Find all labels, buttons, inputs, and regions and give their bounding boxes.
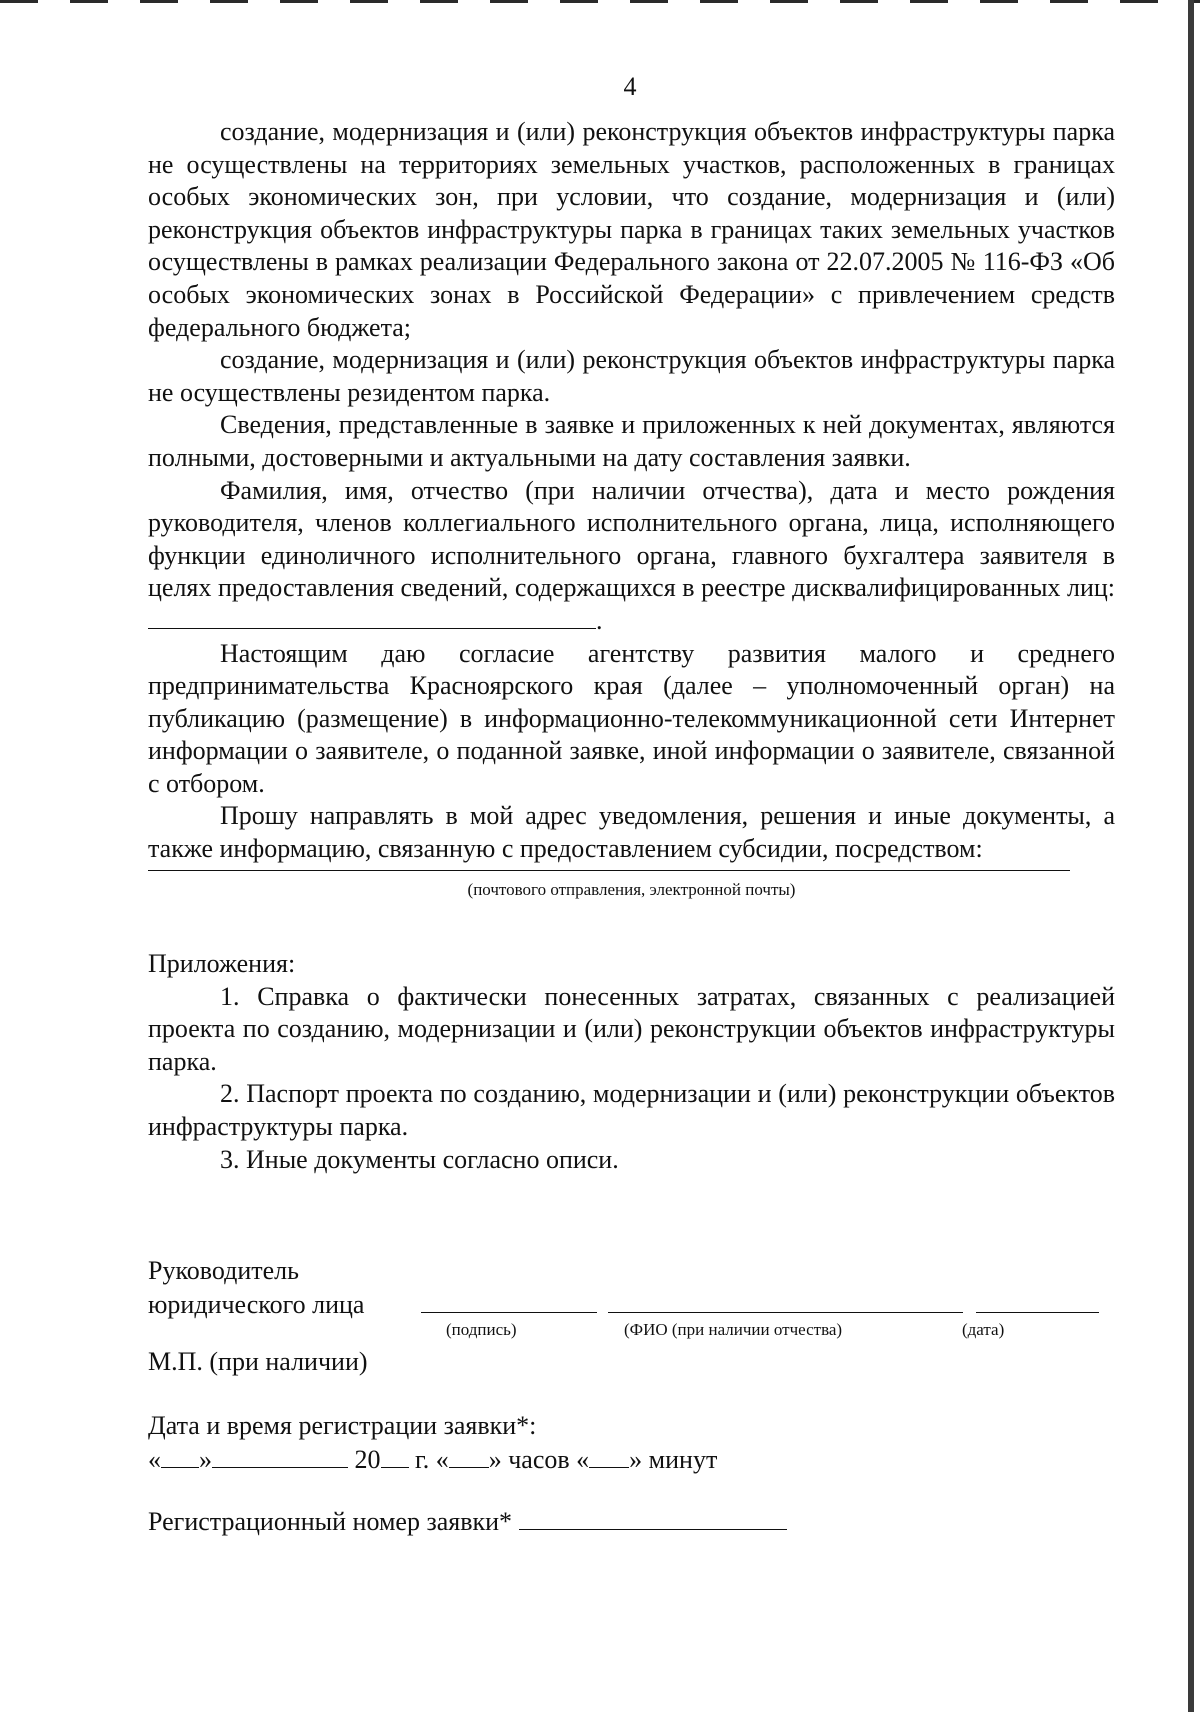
open-quote: « — [148, 1445, 161, 1474]
attachment-item: 3. Иные документы согласно описи. — [220, 1144, 619, 1174]
scan-edge-artifact — [0, 0, 1200, 3]
attachment-item: 1. Справка о фактически понесенных затратах, связанных с реализацией проекта по созданию, модернизации и (или) реконструкции объектов инфраструктуры парка. — [148, 981, 1115, 1076]
registration-number-field[interactable] — [519, 1507, 787, 1530]
paragraph-infrastructure-zones: создание, модернизация и (или) реконструкция объектов инфраструктуры парка не осуществлены на территориях земельных участков, расположенных в границах особых экономических зон, при условии, что создание, модернизация и (или) реконструкция объектов инфраструктуры парка в границах таких земельных участков осуществлены в рамках реализации Федерального закона от 22.07.2005 № 116-ФЗ «Об особых экономических зонах в Российской Федерации» с привлечением средств федерального бюджета; — [148, 117, 1115, 342]
hours-field[interactable] — [449, 1445, 489, 1468]
minutes-field[interactable] — [589, 1445, 629, 1468]
signature-caption: (подпись) — [446, 1320, 517, 1339]
disqualified-end-mark: . — [596, 605, 603, 635]
attachment-item: 2. Паспорт проекта по созданию, модернизации и (или) реконструкции объектов инфраструктуры парка. — [148, 1079, 1115, 1141]
delivery-method-field[interactable] — [148, 870, 1070, 871]
name-caption: (ФИО (при наличии отчества) — [624, 1320, 843, 1339]
attachments-heading: Приложения: — [148, 949, 296, 978]
signature-role-line1: Руководитель — [148, 1256, 299, 1285]
seal-label: М.П. (при наличии) — [148, 1347, 368, 1376]
year-field[interactable] — [381, 1445, 409, 1468]
registration-datetime-row — [148, 1444, 717, 1476]
paragraph-resident: создание, модернизация и (или) реконструкция объектов инфраструктуры парка не осуществлены резидентом парка. — [148, 345, 1115, 407]
registration-number-label: Регистрационный номер заявки* — [148, 1507, 513, 1536]
year-prefix: 20 — [354, 1445, 381, 1474]
delivery-method-caption: (почтового отправления, электронной почты) — [467, 880, 796, 899]
date-field[interactable] — [976, 1312, 1099, 1313]
registration-label: Дата и время регистрации заявки*: — [148, 1411, 537, 1440]
disqualified-names-field[interactable] — [148, 606, 596, 629]
month-field[interactable] — [212, 1445, 348, 1468]
paragraph-consent: Настоящим даю согласие агентству развития малого и среднего предпринимательства Красноярского края (далее – уполномоченный орган) на публикацию (размещение) в информационно-телекоммуникационной сети Интернет информации о заявителе, о поданной заявке, иной информации о заявителе, связанной с отбором. — [148, 638, 1115, 798]
paragraph-info-accuracy: Сведения, представленные в заявке и приложенных к ней документах, являются полными, достоверными и актуальными на дату составления заявки. — [148, 410, 1115, 472]
close-quote: » — [199, 1445, 212, 1474]
scan-right-edge — [1188, 0, 1194, 1712]
signature-field[interactable] — [421, 1312, 597, 1313]
name-field[interactable] — [608, 1312, 963, 1313]
page-number: 4 — [623, 72, 637, 101]
hours-label: » часов « — [488, 1445, 590, 1474]
year-suffix: г. « — [415, 1445, 449, 1474]
paragraph-disqualified-registry — [148, 475, 1115, 638]
day-field[interactable] — [161, 1445, 199, 1468]
document-body — [148, 116, 1115, 866]
disqualified-registry-text: Фамилия, имя, отчество (при наличии отчества), дата и место рождения руководителя, членов коллегиального исполнительного органа, лица, исполняющего функции единоличного исполнительного органа, главного бухгалтера заявителя в целях предоставления сведений, содержащихся в реестре дисквалифицированных лиц: — [148, 475, 1115, 603]
attachments-section — [148, 948, 1115, 1176]
paragraph-delivery-method: Прошу направлять в мой адрес уведомления, решения и иные документы, а также информацию, связанную с предоставлением субсидии, посредством: — [148, 801, 1115, 864]
registration-number-row — [148, 1507, 787, 1537]
minutes-label: » минут — [629, 1445, 718, 1474]
date-caption: (дата) — [962, 1320, 1005, 1339]
signature-role-line2: юридического лица — [148, 1290, 365, 1319]
